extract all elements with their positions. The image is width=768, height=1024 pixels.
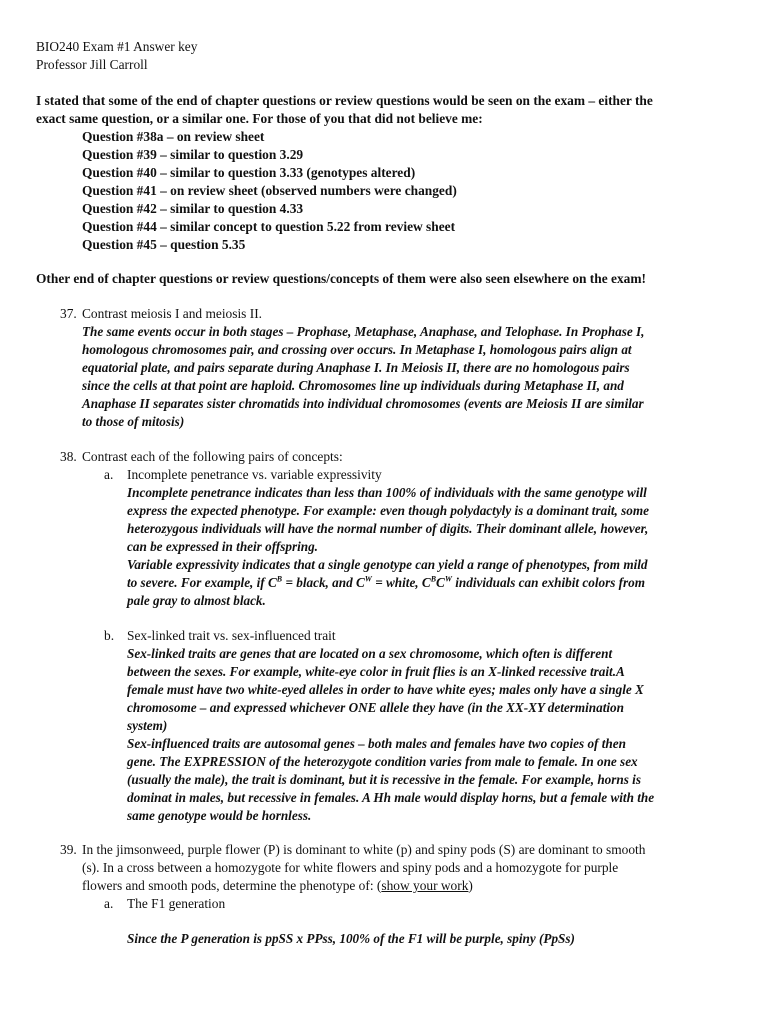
intro-closing: Other end of chapter questions or review questions/concepts of them were also seen elsewhere on the exam! (36, 271, 646, 286)
question-list-item: Question #38a – on review sheet (82, 129, 265, 144)
show-your-work-emphasis: show your work (381, 878, 469, 893)
question-37-number: 37. (60, 306, 77, 321)
question-list-item: Question #41 – on review sheet (observed numbers were changed) (82, 183, 457, 198)
allele-superscript: W (364, 574, 372, 584)
question-38a-final-line: pale gray to almost black. (127, 593, 266, 608)
intro-line-2: exact same question, or a similar one. For those of you that did not believe me: (36, 111, 483, 126)
question-38a-answer-line: Incomplete penetrance indicates than less than 100% of individuals with the same genotype will (127, 485, 647, 500)
question-39-prompt-line: (s). In a cross between a homozygote for white flowers and spiny pods and a homozygote for purple (82, 860, 619, 875)
professor-name: Professor Jill Carroll (36, 57, 148, 72)
question-38a-answer-line: heterozygous individuals will have the normal number of digits. Their dominant allele, however, (127, 521, 649, 536)
intro-line-1: I stated that some of the end of chapter questions or review questions would be seen on the exam – either the (36, 93, 653, 108)
question-39-prompt-last-line (82, 877, 473, 895)
question-38b-answer-line: female must have two white-eyed alleles in order to have white eyes; males only have a single X (127, 682, 644, 697)
prompt-close: ) (468, 878, 473, 893)
question-38b-answer-line: dominat in males, but recessive in females. A Hh male would display horns, but a female with the (127, 790, 655, 805)
allele-superscript: B (430, 574, 437, 584)
allele-text: = black, and C (282, 575, 365, 590)
question-39a-answer: Since the P generation is ppSS x PPss, 100% of the F1 will be purple, spiny (PpSs) (127, 931, 575, 946)
question-38a-answer-line: express the expected phenotype. For example: even though polydactyly is a dominant trait, some (127, 503, 649, 518)
question-39-prompt-line: In the jimsonweed, purple flower (P) is dominant to white (p) and spiny pods (S) are dominant to smooth (82, 842, 646, 857)
question-38a-letter: a. (104, 467, 114, 482)
question-37-answer-line: Anaphase II separates sister chromatids into individual chromosomes (events are Meiosis II are similar (82, 396, 644, 411)
question-39a-letter: a. (104, 896, 114, 911)
question-38b-answer-line: Sex-linked traits are genes that are located on a sex chromosome, which often is different (127, 646, 613, 661)
allele-text: C (436, 575, 445, 590)
question-38a-answer-line: Variable expressivity indicates that a single genotype can yield a range of phenotypes, from mild (127, 557, 648, 572)
question-list-item: Question #44 – similar concept to question 5.22 from review sheet (82, 219, 456, 234)
question-38b-title: Sex-linked trait vs. sex-influenced trait (127, 628, 336, 643)
question-38a-allele-line (127, 574, 645, 592)
allele-text: = white, C (371, 575, 431, 590)
question-38b-answer-line: gene. The EXPRESSION of the heterozygote condition varies from male to female. In one sex (127, 754, 638, 769)
question-37-answer-line: The same events occur in both stages – Prophase, Metaphase, Anaphase, and Telophase. In Prophase I, (82, 324, 645, 339)
question-38b-letter: b. (104, 628, 115, 643)
question-37-prompt: Contrast meiosis I and meiosis II. (82, 306, 263, 321)
question-38-prompt: Contrast each of the following pairs of concepts: (82, 449, 343, 464)
question-37-answer-line: equatorial plate, and pairs separate during Anaphase I. In Meiosis II, there are no homologous pairs (82, 360, 630, 375)
allele-text: to severe. For example, if C (127, 575, 277, 590)
question-list-item: Question #45 – question 5.35 (82, 237, 246, 252)
question-37-answer-line: homologous chromosomes pair, and crossing over occurs. In Metaphase I, homologous pairs align at (82, 342, 632, 357)
question-38-number: 38. (60, 449, 77, 464)
question-37-answer-line: since the cells at that point are haploid. Chromosomes line up individuals during Metaphase II, and (82, 378, 624, 393)
question-38a-answer-line: can be expressed in their offspring. (127, 539, 318, 554)
allele-text: individuals can exhibit colors from (451, 575, 646, 590)
allele-superscript: W (444, 574, 452, 584)
question-37-answer-line: to those of mitosis) (82, 414, 185, 429)
question-38b-answer-line: between the sexes. For example, white-eye color in fruit flies is an X-linked recessive trait.A (127, 664, 625, 679)
course-title: BIO240 Exam #1 Answer key (36, 39, 198, 54)
question-38b-answer-line: chromosome – and expressed whichever ONE allele they have (in the XX-XY determination (127, 700, 624, 715)
prompt-text: flowers and smooth pods, determine the phenotype of: ( (82, 878, 382, 893)
question-39a-title: The F1 generation (127, 896, 226, 911)
question-38a-title: Incomplete penetrance vs. variable expressivity (127, 467, 382, 482)
question-38b-answer-line: same genotype would be hornless. (127, 808, 312, 823)
question-38b-answer-line: system) (127, 718, 168, 733)
question-39-number: 39. (60, 842, 77, 857)
question-list-item: Question #42 – similar to question 4.33 (82, 201, 304, 216)
question-38b-answer-line: (usually the male), the trait is dominant, but it is recessive in the female. For example, horns is (127, 772, 641, 787)
question-38b-answer-line: Sex-influenced traits are autosomal genes – both males and females have two copies of then (127, 736, 626, 751)
allele-superscript: B (276, 574, 283, 584)
question-list-item: Question #39 – similar to question 3.29 (82, 147, 304, 162)
question-list-item: Question #40 – similar to question 3.33 (genotypes altered) (82, 165, 416, 180)
